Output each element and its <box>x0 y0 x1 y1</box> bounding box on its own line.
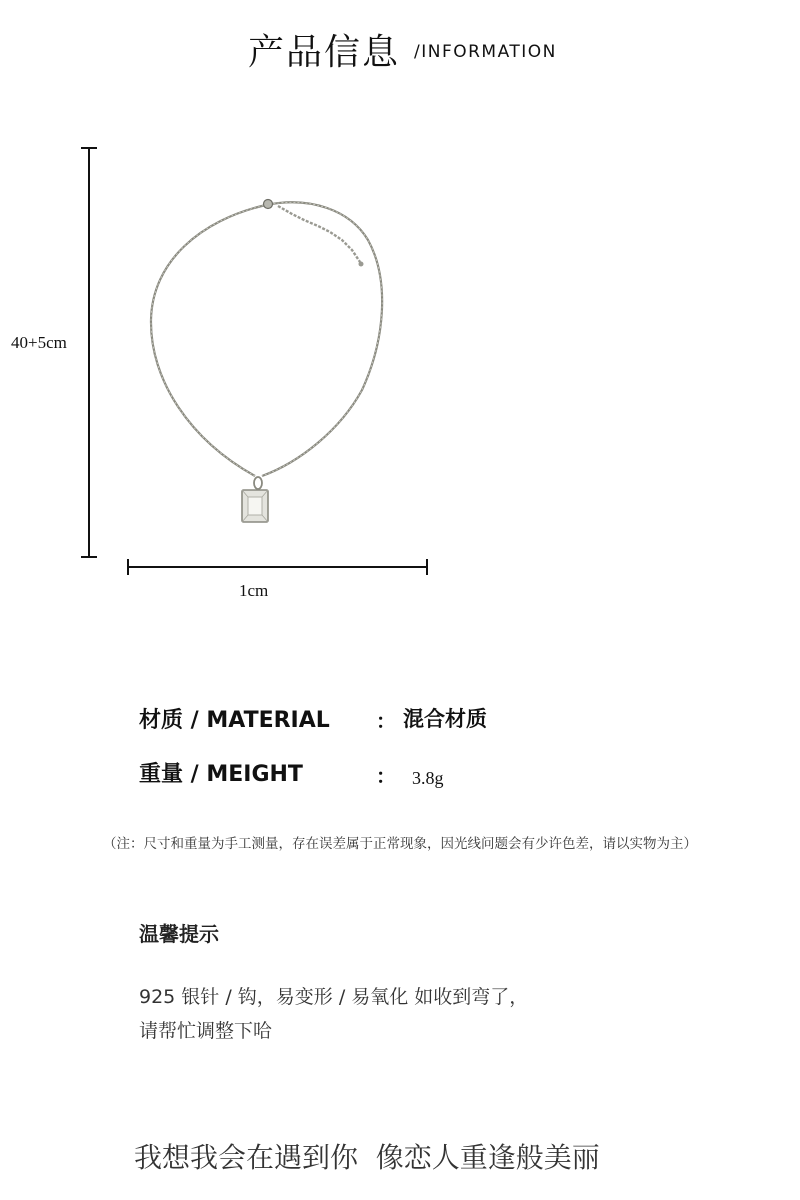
measurement-note: （注：尺寸和重量为手工测量，存在误差属于正常现象，因光线问题会有少许色差，请以实物为主） <box>103 836 697 852</box>
footer-slogan: 我想我会在遇到你 像恋人重逢般美丽 <box>134 1141 600 1174</box>
necklace-image <box>151 200 382 523</box>
necklace-clasp <box>264 200 273 209</box>
vertical-dimension-line <box>81 148 97 557</box>
page-subtitle: /INFORMATION <box>414 42 557 62</box>
weight-colon: ： <box>376 764 396 788</box>
tips-line-2: 请帮忙调整下哈 <box>139 1020 273 1042</box>
pendant-gem <box>242 490 268 522</box>
length-label: 40+5cm <box>11 333 67 352</box>
extender-chain <box>278 206 360 262</box>
tips-title: 温馨提示 <box>139 922 219 946</box>
width-label: 1cm <box>239 581 269 600</box>
pendant-bail <box>254 477 262 489</box>
material-colon: ： <box>376 709 396 733</box>
material-value: 混合材质 <box>403 707 487 731</box>
weight-label: 重量 / MEIGHT <box>139 762 303 787</box>
horizontal-dimension-line <box>128 559 427 575</box>
tips-line-1: 925 银针 / 钩，易变形 / 易氧化 如收到弯了， <box>139 986 529 1008</box>
page-title: 产品信息 <box>248 32 401 73</box>
necklace-chain <box>151 202 382 476</box>
necklace-chain-inner <box>151 202 382 476</box>
material-label: 材质 / MATERIAL <box>139 708 330 733</box>
weight-value: 3.8g <box>412 768 444 788</box>
